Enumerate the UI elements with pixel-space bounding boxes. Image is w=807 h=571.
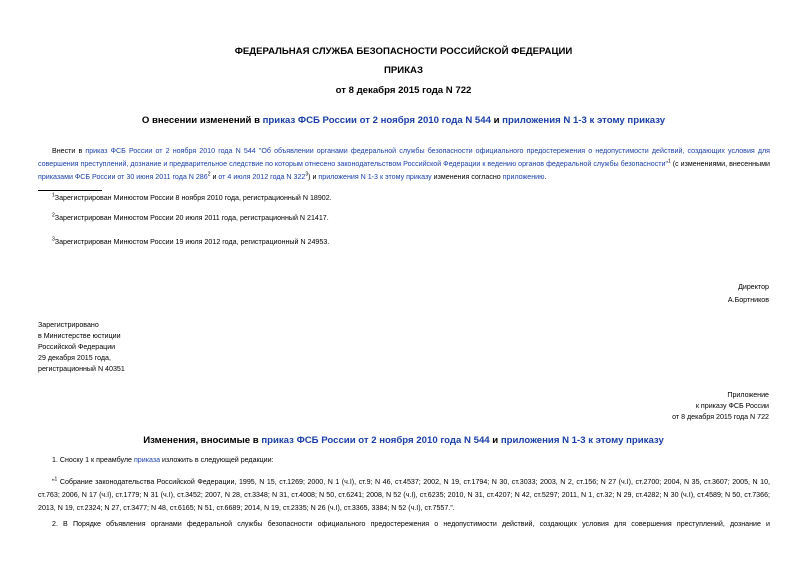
changes-title-link-appendices[interactable]: приложения N 1-3 к этому приказу xyxy=(500,435,664,446)
signature-block xyxy=(728,281,769,307)
p1-mid2: и xyxy=(210,173,219,181)
changes-title-prefix: Изменения, вносимые в xyxy=(143,435,262,446)
doc-title-prefix: О внесении изменений в xyxy=(141,115,263,126)
p1-link-appendices[interactable]: приложения N 1-3 к этому приказу xyxy=(318,173,432,181)
change-item-2: 2. В Порядке объявления органами федеральной службы безопасности официального предостережения о недопустимости действий, создающих условия для совершения преступлений, дознание и xyxy=(52,520,770,528)
p1-link-annex[interactable]: приложению xyxy=(502,173,545,181)
footnote-text: Зарегистрирован Минюстом России 8 ноября 2010 года, регистрационный N 18902. xyxy=(54,194,332,202)
doc-title-middle: и xyxy=(490,115,503,126)
footnote-mark: 1 xyxy=(52,192,55,199)
p1-link-order-286[interactable]: приказами ФСБ России от 30 июня 2011 года N 286 xyxy=(38,173,208,181)
footnote-ref-3: 3 xyxy=(305,171,309,178)
appendix-line: от 8 декабря 2015 года N 722 xyxy=(672,413,769,421)
signature-name: А.Бортников xyxy=(727,296,769,304)
footnote-3 xyxy=(52,236,329,249)
p1-mid4: изменения согласно xyxy=(431,173,503,181)
registration-line: Зарегистрировано xyxy=(38,321,99,329)
registration-block xyxy=(38,320,125,375)
quote-text: Собрание законодательства Российской Федерации, 1995, N 15, ст.1269; 2000, N 1 (ч.I), ст.9; N 46, ст.4537; 2002, N 19, ст.1794; N 30, ст.3033; 2003, N 2, ст.156; N 27 (ч.I), ст.2700; 2004, N 35, ст.3607; 2005, N 10, ст.763; 2006, N 17 (ч.I), ст.1779; N 31 (ч.I), ст.3452; 2007, N 28, ст.3348; N 31, ст.4008; N 50, ст.6241; 2008, N 52 (ч.I), ст.6235; 2010, N 31, ст.4207; N 42, ст.5297; 2011, N 1, ст.32; N 29, ст.4282; N 30 (ч.I), ст.4589; N 50, ст.7366; 2013, N 19, ст.2324; N 27, ст.3477; N 48, ст.6165; N 51, ст.6689; 2014, N 19, ст.2335; N 26 (ч.I), ст.3365, 3384; N 52 (ч.I), ст.7557.". xyxy=(38,478,770,512)
item1-link-order[interactable]: приказа xyxy=(133,456,161,464)
item1-end: изложить в следующей редакции: xyxy=(160,456,274,464)
doc-title-link-appendices[interactable]: приложения N 1-3 к этому приказу xyxy=(502,115,666,126)
quote-mark: " xyxy=(52,478,55,486)
main-paragraph xyxy=(38,145,770,184)
doc-title-link-order[interactable]: приказ ФСБ России от 2 ноября 2010 года N 544 xyxy=(262,115,491,126)
appendix-line: к приказу ФСБ России xyxy=(695,402,769,410)
doc-title xyxy=(0,115,807,126)
changes-title xyxy=(0,435,807,446)
p1-mid1: (с изменениями, внесенными xyxy=(670,160,770,168)
footnote-mark: 3 xyxy=(52,236,55,243)
p1-end: . xyxy=(544,173,547,181)
doc-date-number: от 8 декабря 2015 года N 722 xyxy=(335,85,472,96)
footnote-mark: 2 xyxy=(52,212,55,219)
registration-line: регистрационный N 40351 xyxy=(38,365,125,373)
appendix-reference xyxy=(672,390,769,423)
p1-start: Внести в xyxy=(52,147,86,155)
p1-link-order[interactable]: приказ ФСБ России от 2 ноября 2010 года N 544 xyxy=(85,147,256,155)
registration-line: в Министерстве юстиции xyxy=(38,332,121,340)
agency-name: ФЕДЕРАЛЬНАЯ СЛУЖБА БЕЗОПАСНОСТИ РОССИЙСКОЙ ФЕДЕРАЦИИ xyxy=(234,46,573,57)
footnote-2 xyxy=(52,212,329,225)
footnote-text: Зарегистрирован Минюстом России 20 июля 2011 года, регистрационный N 21417. xyxy=(54,214,329,222)
changes-title-link-order[interactable]: приказ ФСБ России от 2 ноября 2010 года N 544 xyxy=(261,435,490,446)
change-item-1 xyxy=(52,454,274,467)
changes-title-middle: и xyxy=(489,435,501,446)
footnote-ref-2: 2 xyxy=(207,171,211,178)
quote-footnote-mark: 1 xyxy=(54,476,58,483)
footnote-text: Зарегистрирован Минюстом России 19 июля 2012 года, регистрационный N 24953. xyxy=(54,238,330,246)
appendix-line: Приложение xyxy=(727,391,769,399)
p1-mid3: ) и xyxy=(308,173,319,181)
p1-link-order-title[interactable]: "Об объявлении органами федеральной службы безопасности официального предостережения о недопустимости действий, создающих условия для совершения преступлений, дознание и предварительное следствие по которым отнесено законодательством Российской Федерации к ведению органов федеральной службы безопасности" xyxy=(38,147,770,168)
doc-type: ПРИКАЗ xyxy=(384,65,423,76)
registration-line: Российской Федерации xyxy=(38,343,116,351)
signature-position: Директор xyxy=(738,283,769,291)
footnote-divider xyxy=(38,190,102,191)
item1-start: 1. Сноску 1 к преамбуле xyxy=(52,456,134,464)
footnote-ref-1: 1 xyxy=(667,158,671,165)
p1-link-order-322[interactable]: от 4 июля 2012 года N 322 xyxy=(218,173,306,181)
registration-line: 29 декабря 2015 года, xyxy=(38,354,111,362)
change-item-1-quote xyxy=(38,476,770,515)
footnote-1 xyxy=(52,192,332,205)
